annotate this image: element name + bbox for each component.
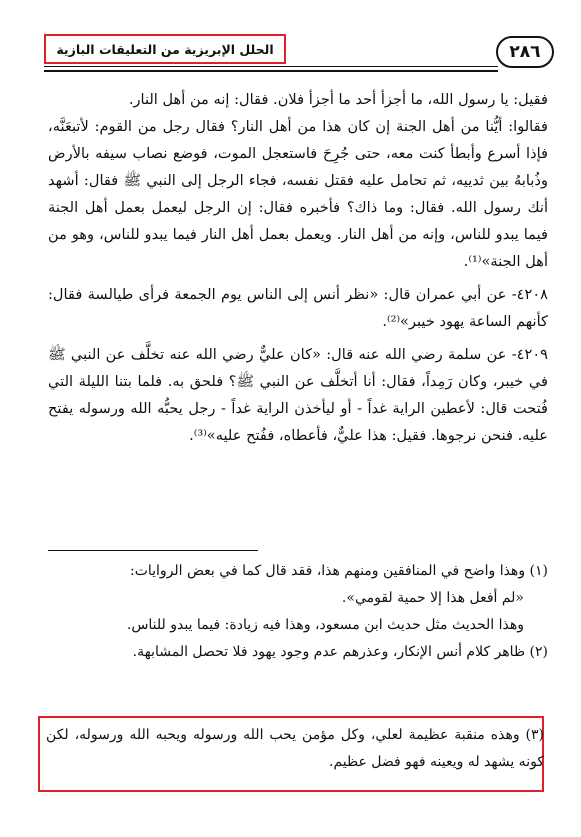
header-rule-thin xyxy=(44,66,498,67)
footnote-1-quote: «لم أفعل هذا إلا حمية لقومي». xyxy=(341,590,524,606)
hadith-4209: ٤٢٠٩- عن سلمة رضي الله عنه قال: «كان عليٌّ رضي الله عنه تخلَّف عن النبي ﷺ في خيبر، وكان رَمِداً، فقال: أنا أتخلَّف عن النبي ﷺ؟ فلحق به. فلما بتنا الليلة التي فُتحت قال: لأعطين الراية غداً - أو ليأخذن الراية غداً - رجل يحبُّه الله ورسوله يفتح عليه. فنحن نرجوها. فقيل: هذا عليٌّ، فأعطاه، ففُتح عليه»⁽³⁾. xyxy=(48,346,548,444)
footnote-3-wrap xyxy=(46,716,544,776)
footnote-1-continued: وهذا الحديث مثل حديث ابن مسعود، وهذا فيه زيادة: فيما يبدو للناس. xyxy=(126,617,524,633)
footnote-separator xyxy=(48,550,258,551)
paragraph-1: فقيل: يا رسول الله، ما أجزأ أحد ما أجزأ فلان. فقال: إنه من أهل النار. xyxy=(128,91,548,108)
footnote-3: (٣) وهذه منقبة عظيمة لعلي، وكل مؤمن يحب الله ورسوله ويحبه الله ورسوله، لكن كونه يشهد له ويعينه فهو فضل عظيم. xyxy=(46,727,544,770)
page-header xyxy=(34,30,554,72)
running-title: الحلل الإبريزية من التعليقات البازية xyxy=(56,42,274,57)
header-rule xyxy=(44,70,498,72)
footnote-1: (١) وهذا واضح في المنافقين ومنهم هذا، فقد قال كما في بعض الروايات: xyxy=(129,563,548,579)
paragraph-2: فقالوا: أيُّنا من أهل الجنة إن كان هذا من أهل النار؟ فقال رجل من القوم: لأتبعَنَّه، فإذا أسرع وأبطأ كنت معه، حتى جُرِحَ فاستعجل الموت، فوضع نصاب سيفه بالأرض وذُبابهُ بين ثدييه، ثم تحامل عليه فقتل نفسه، فجاء الرجل إلى النبي ﷺ فقال: أشهد أنك رسول الله. فقال: وما ذاك؟ فأخبره فقال: إن الرجل ليعمل بعمل أهل الجنة فيما يبدو للناس، وإنه من أهل النار. ويعمل بعمل أهل النار فيما يبدو للناس، وهو من أهل الجنة»⁽¹⁾. xyxy=(48,118,548,270)
footnotes xyxy=(46,558,548,666)
main-text xyxy=(48,86,548,449)
footnote-2: (٢) ظاهر كلام أنس الإنكار، وعذرهم عدم وجود يهود فلا تحصل المشابهة. xyxy=(132,644,548,660)
page-number: ٢٨٦ xyxy=(496,36,554,68)
hadith-4208: ٤٢٠٨- عن أبي عمران قال: «نظر أنس إلى الناس يوم الجمعة فرأى طيالسة فقال: كأنهم الساعة يهود خيبر»⁽²⁾. xyxy=(48,286,548,330)
